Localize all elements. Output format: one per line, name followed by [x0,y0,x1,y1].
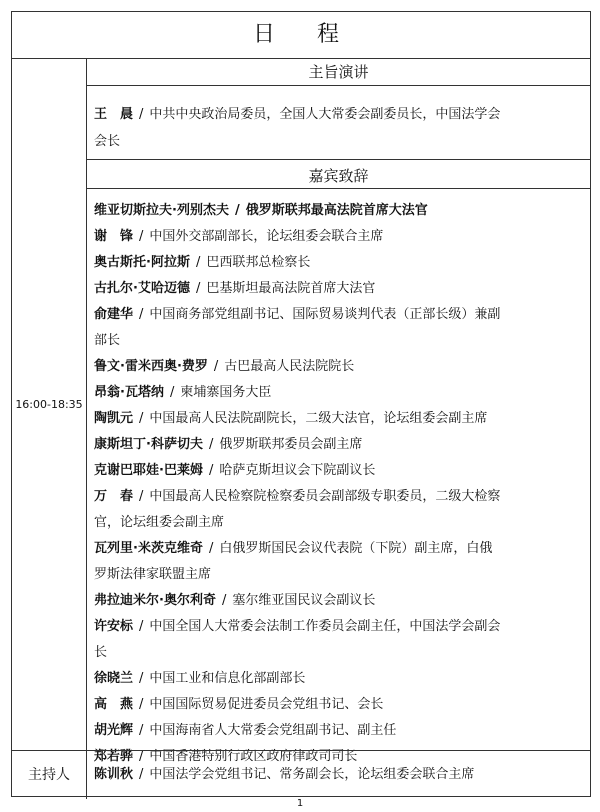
host-info [94,751,584,799]
speaker-name: 奥古斯托·阿拉斯 [94,255,190,270]
remarks-speaker-cont [94,328,584,353]
separator: / [139,723,144,738]
speaker-role: 中国商务部党组副书记、国际贸易谈判代表（正部长级）兼副 [149,307,501,322]
speaker-name: 鲁文·雷米西奥·费罗 [94,359,208,374]
speaker-name: 昂翁·瓦塔纳 [94,385,164,400]
divider [87,159,590,160]
speaker-role: 中国最高人民法院副院长，二级大法官，论坛组委会副主席 [149,411,488,426]
speaker-role: 柬埔寨国务大臣 [180,385,272,400]
remarks-speaker [94,224,584,249]
remarks-speaker [94,302,584,327]
speaker-role: 中国最高人民检察院检察委员会副部级专职委员，二级大检察 [149,489,501,504]
remarks-speaker [94,354,584,379]
speaker-name: 古扎尔·艾哈迈德 [94,281,190,296]
divider [87,188,590,189]
host-label: 主持人 [12,751,87,799]
separator: / [213,359,219,374]
speaker-role: 中国香港特别行政区政府律政司司长 [149,749,358,764]
speaker-role: 古巴最高人民法院院长 [224,359,355,374]
speaker-name: 王 晨 [94,107,134,122]
separator: / [195,281,201,296]
speaker-name: 万 春 [94,489,134,504]
speaker-role-cont: 长 [94,645,108,660]
speaker-name: 陶凯元 [94,411,134,426]
separator: / [139,411,144,426]
speaker-name: 谢 锋 [94,229,134,244]
speaker-name: 徐晓兰 [94,671,134,686]
remarks-speaker-cont [94,640,584,665]
remarks-speaker [94,536,584,561]
speaker-role-cont: 会长 [94,134,121,149]
page-number: 1 [296,798,304,809]
remarks-speaker [94,276,584,301]
speaker-role: 中国全国人大常委会法制工作委员会副主任，中国法学会副会 [149,619,501,634]
speaker-name: 维亚切斯拉夫·列别杰夫 [94,203,229,218]
separator: / [139,307,144,322]
separator: / [195,255,201,270]
remarks-speaker [94,432,584,457]
remarks-speaker [94,380,584,405]
speaker-role: 中国外交部副部长，论坛组委会联合主席 [149,229,384,244]
speaker-role: 中国工业和信息化部副部长 [149,671,306,686]
speaker-role: 巴基斯坦最高法院首席大法官 [206,281,376,296]
remarks-speaker [94,198,584,223]
speaker-name: 胡光辉 [94,723,134,738]
speaker-name: 许安标 [94,619,134,634]
separator: / [139,767,144,782]
speaker-name: 俞建华 [94,307,134,322]
speaker-name: 高 燕 [94,697,134,712]
remarks-speaker [94,588,584,613]
time-column [12,58,87,750]
speaker-role-cont: 官，论坛组委会副主席 [94,515,225,530]
remarks-speaker-cont [94,510,584,535]
speaker-role: 白俄罗斯国民会议代表院（下院）副主席，白俄 [219,541,493,556]
speaker-role: 俄罗斯联邦委员会副主席 [219,437,363,452]
divider [87,85,590,86]
remarks-heading: 嘉宾致辞 [308,167,369,185]
speaker-role: 哈萨克斯坦议会下院副议长 [219,463,376,478]
separator: / [139,489,144,504]
speaker-role: 中国国际贸易促进委员会党组书记、会长 [149,697,384,712]
separator: / [139,749,144,764]
host-role: 中国法学会党组书记、常务副会长，论坛组委会联合主席 [149,767,475,782]
speaker-name: 瓦列里·米茨克维奇 [94,541,203,556]
remarks-speaker [94,614,584,639]
schedule-title: 日 程 [12,12,590,59]
speaker-role: 巴西联邦总检察长 [206,255,311,270]
speaker-name: 康斯坦丁·科萨切夫 [94,437,203,452]
keynote-speaker [94,102,584,127]
remarks-speaker-cont [94,562,584,587]
remarks-speaker [94,692,584,717]
separator: / [234,203,240,218]
separator: / [208,541,214,556]
remarks-speaker [94,718,584,743]
host-name: 陈训秋 [94,767,134,782]
separator: / [139,107,144,122]
host-row [12,750,590,799]
speaker-role: 中共中央政治局委员，全国人大常委会副委员长，中国法学会 [149,107,501,122]
separator: / [139,619,144,634]
speaker-role-cont: 罗斯法律家联盟主席 [94,567,212,582]
remarks-speaker [94,250,584,275]
speaker-name: 弗拉迪米尔·奥尔利奇 [94,593,216,608]
separator: / [139,697,144,712]
separator: / [221,593,227,608]
separator: / [139,229,144,244]
remarks-speaker [94,458,584,483]
speaker-name: 克谢巴耶娃·巴莱姆 [94,463,203,478]
time-range: 16:00-18:35 [15,398,83,411]
keynote-heading: 主旨演讲 [308,63,369,81]
speaker-role: 中国海南省人大常委会党组副书记、副主任 [149,723,397,738]
speaker-name: 郑若骅 [94,749,134,764]
speaker-role: 塞尔维亚国民议会副议长 [232,593,376,608]
separator: / [139,671,144,686]
separator: / [169,385,175,400]
separator: / [208,437,214,452]
schedule-table [11,11,591,797]
remarks-speaker [94,666,584,691]
keynote-speaker-cont [94,129,584,154]
remarks-speaker [94,484,584,509]
program-column [87,58,590,764]
speaker-role-cont: 部长 [94,333,121,348]
separator: / [208,463,214,478]
speaker-role: 俄罗斯联邦最高法院首席大法官 [245,203,428,218]
remarks-speaker [94,406,584,431]
